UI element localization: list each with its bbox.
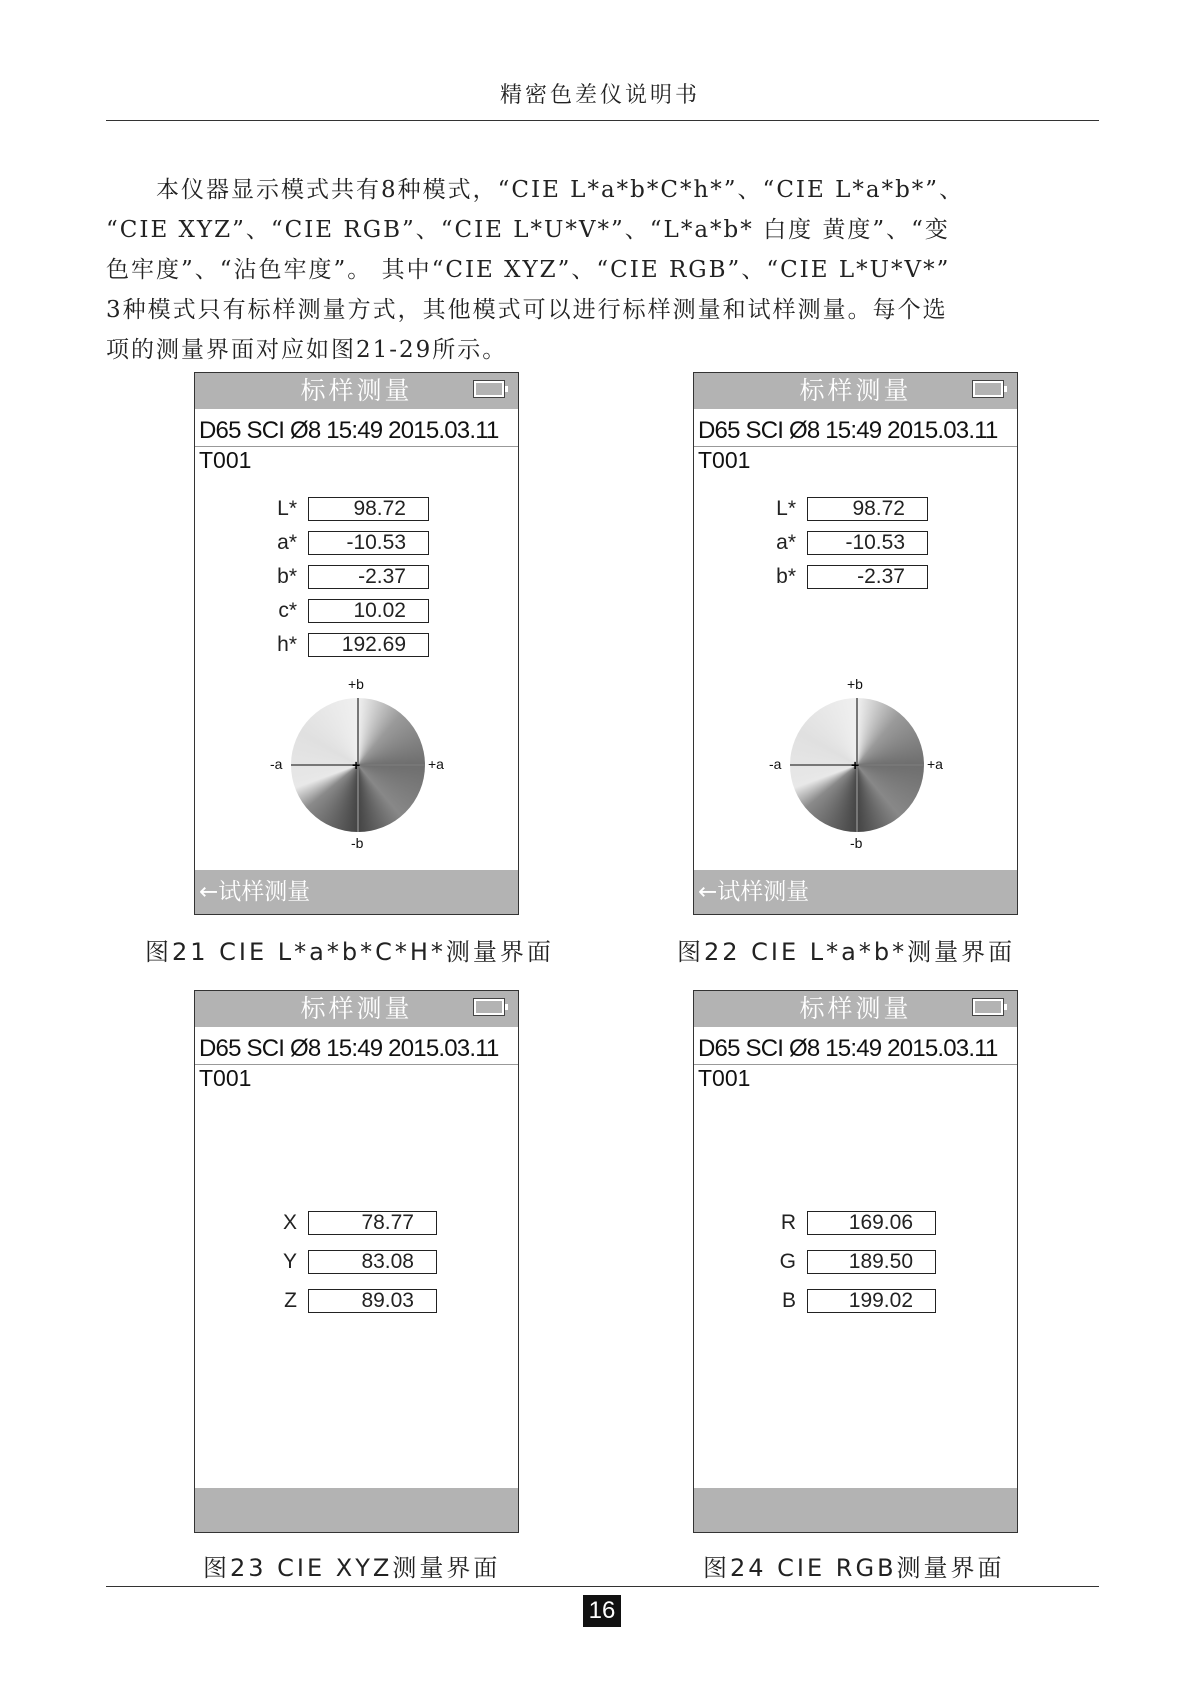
back-arrow-icon: ← [199,879,219,905]
screen-title: 标样测量 [799,376,912,405]
field-label: b* [277,565,297,588]
screen-header [195,373,518,409]
field-value: 189.50 [807,1250,936,1274]
crosshair-marker: + [352,757,361,773]
screen-header [694,373,1017,409]
axis-label-minus-a: -a [769,756,782,772]
trial-measure-button[interactable]: 试样测量 [218,879,311,905]
field-row [195,599,495,623]
field-row [195,531,495,555]
figure-caption: 图22 CIE L*a*b*测量界面 [677,938,1016,966]
axis-label-plus-a: +a [927,756,943,772]
field-row [195,565,495,589]
header-rule [106,120,1099,121]
ab-color-circle [790,698,924,832]
sample-id: T001 [698,1065,751,1091]
field-value: -10.53 [308,531,429,555]
screen-footer-bar[interactable] [195,870,518,914]
screen-footer-bar [195,1488,518,1532]
status-line: D65 SCI Ø8 15:49 2015.03.11 [199,1035,499,1062]
screen-footer-bar [694,1488,1017,1532]
sample-id: T001 [199,1065,252,1091]
figure-caption: 图21 CIE L*a*b*C*H*测量界面 [145,938,554,966]
field-label: Z [284,1289,297,1312]
field-label: B [781,1289,796,1312]
field-row [694,497,994,521]
field-value: 98.72 [807,497,928,521]
para-line: 本仪器显示模式共有8种模式，“CIE L*a*b*C*h*”、“CIE L*a*b*”、 [106,177,965,203]
field-value: -2.37 [807,565,928,589]
figure-caption: 图24 CIE RGB测量界面 [703,1554,1005,1582]
device-screen [194,990,519,1533]
intro-paragraph [106,170,1106,370]
axis-label-minus-b: -b [351,835,364,851]
header-title: 精密色差仪说明书 [499,83,700,108]
sample-id: T001 [698,447,751,473]
field-label: a* [776,531,796,554]
screen-header [195,991,518,1027]
field-label: b* [776,565,796,588]
field-row [694,1250,994,1274]
field-value: 98.72 [308,497,429,521]
status-line: D65 SCI Ø8 15:49 2015.03.11 [698,1035,998,1062]
field-label: G [779,1250,796,1273]
field-row [195,497,495,521]
para-line: 项的测量界面对应如图21-29所示。 [106,337,508,363]
field-value: 78.77 [308,1211,437,1235]
trial-measure-button[interactable]: 试样测量 [717,879,810,905]
status-line: D65 SCI Ø8 15:49 2015.03.11 [698,417,998,444]
field-label: a* [277,531,297,554]
ab-color-circle [291,698,425,832]
field-row [694,1289,994,1313]
field-value: 10.02 [308,599,429,623]
battery-icon [973,999,1003,1015]
page-number: 16 [583,1595,621,1627]
battery-icon [474,381,504,397]
field-row [195,1289,495,1313]
field-row [694,1211,994,1235]
back-arrow-icon: ← [698,879,718,905]
axis-label-minus-b: -b [850,835,863,851]
axis-label-plus-b: +b [847,676,863,692]
field-row [195,1211,495,1235]
axis-label-minus-a: -a [270,756,283,772]
field-value: -2.37 [308,565,429,589]
sample-id: T001 [199,447,252,473]
axis-label-plus-b: +b [348,676,364,692]
screen-header [694,991,1017,1027]
field-label: R [780,1211,796,1234]
screen-title: 标样测量 [799,994,912,1023]
device-screen [194,372,519,915]
para-line: 色牢度”、“沾色牢度”。 其中“CIE XYZ”、“CIE RGB”、“CIE L*U*V*” [106,257,951,283]
field-label: L* [776,497,796,520]
battery-icon [474,999,504,1015]
field-label: Y [282,1250,297,1273]
axis-label-plus-a: +a [428,756,444,772]
field-row [694,531,994,555]
para-line: “CIE XYZ”、“CIE RGB”、“CIE L*U*V*”、“L*a*b* 白度 黄度”、“变 [106,217,950,243]
field-label: L* [277,497,297,520]
field-row [694,565,994,589]
field-value: 169.06 [807,1211,936,1235]
field-row [195,1250,495,1274]
screen-footer-bar[interactable] [694,870,1017,914]
field-value: 89.03 [308,1289,437,1313]
screen-title: 标样测量 [300,994,413,1023]
field-row [195,633,495,657]
status-line: D65 SCI Ø8 15:49 2015.03.11 [199,417,499,444]
field-label: c* [278,599,297,622]
field-value: 192.69 [308,633,429,657]
field-label: X [282,1211,297,1234]
device-screen [693,990,1018,1533]
screen-title: 标样测量 [300,376,413,405]
battery-icon [973,381,1003,397]
device-screen [693,372,1018,915]
figure-caption: 图23 CIE XYZ测量界面 [203,1554,501,1582]
field-label: h* [277,633,297,656]
field-value: 199.02 [807,1289,936,1313]
para-line: 3种模式只有标样测量方式，其他模式可以进行标样测量和试样测量。每个选 [106,297,948,323]
field-value: 83.08 [308,1250,437,1274]
field-value: -10.53 [807,531,928,555]
crosshair-marker: + [851,757,860,773]
footer-rule [106,1586,1099,1587]
